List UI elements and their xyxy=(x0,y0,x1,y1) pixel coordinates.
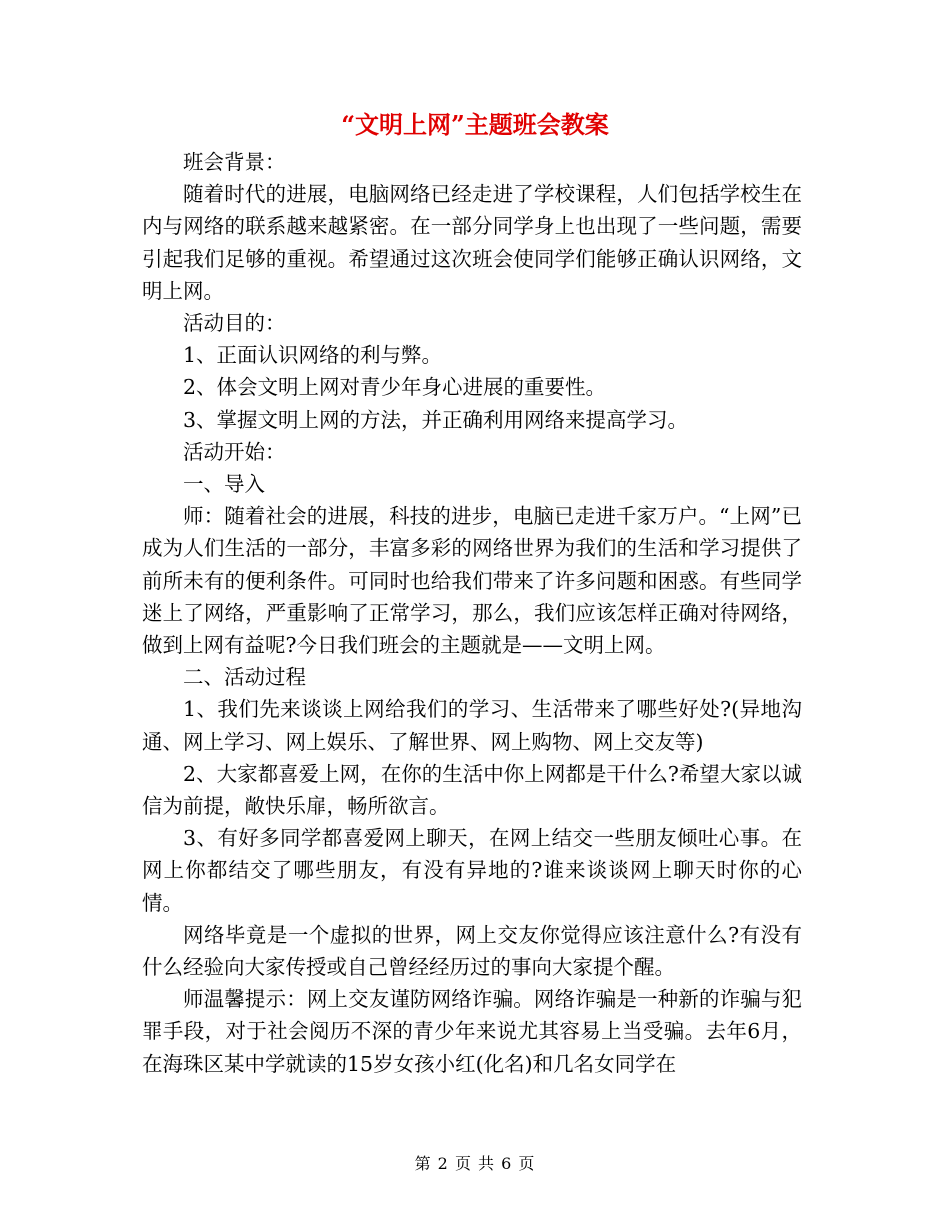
paragraph-process-heading: 二、活动过程 xyxy=(183,665,306,690)
document-title: “文明上网”主题班会教案 xyxy=(341,110,609,139)
paragraph-goal-3: 3、掌握文明上网的方法，并正确利用网络来提高学习。 xyxy=(183,407,689,432)
paragraph-start-heading: 活动开始： xyxy=(183,439,286,464)
paragraph-process-3: 3、有好多同学都喜爱网上聊天，在网上结交一些朋友倾吐心事。在网上你都结交了哪些朋友，有没有异地的?谁来谈谈网上聊天时你的心情。 xyxy=(142,826,802,915)
paragraph-teacher-tip: 师温馨提示：网上交友谨防网络诈骗。网络诈骗是一种新的诈骗与犯罪手段，对于社会阅历不深的青少年来说尤其容易上当受骗。去年6月，在海珠区某中学就读的15岁女孩小红(化名)和几名女同学在 xyxy=(142,987,802,1076)
paragraph-background-heading: 班会背景： xyxy=(183,150,286,174)
page-footer: 第 2 页 共 6 页 xyxy=(414,1154,536,1173)
paragraph-intro-text: 师：随着社会的进展，科技的进步，电脑已走进千家万户。“上网”已成为人们生活的一部分，丰富多彩的网络世界为我们的生活和学习提供了前所未有的便利条件。可同时也给我们带来了许多问题和困惑。有些同学迷上了网络，严重影响了正常学习，那么，我们应该怎样正确对待网络，做到上网有益呢?今日我们班会的主题就是——文明上网。 xyxy=(142,504,802,658)
paragraph-goal-1: 1、正面认识网络的利与弊。 xyxy=(183,343,443,368)
document-body xyxy=(142,146,802,1080)
paragraph-goal-2: 2、体会文明上网对青少年身心进展的重要性。 xyxy=(183,375,607,400)
paragraph-network-note: 网络毕竟是一个虚拟的世界，网上交友你觉得应该注意什么?有没有什么经验向大家传授或自己曾经经历过的事向大家提个醒。 xyxy=(142,922,802,980)
paragraph-intro-heading: 一、导入 xyxy=(183,472,265,497)
paragraph-background-text: 随着时代的进展，电脑网络已经走进了学校课程，人们包括学校生在内与网络的联系越来越紧密。在一部分同学身上也出现了一些问题，需要引起我们足够的重视。希望通过这次班会使同学们能够正确认识网络，文明上网。 xyxy=(142,182,802,303)
paragraph-process-2: 2、大家都喜爱上网，在你的生活中你上网都是干什么?希望大家以诚信为前提，敞快乐扉，畅所欲言。 xyxy=(142,761,802,819)
paragraph-process-1: 1、我们先来谈谈上网给我们的学习、生活带来了哪些好处?(异地沟通、网上学习、网上娱乐、了解世界、网上购物、网上交友等) xyxy=(142,697,802,754)
paragraph-goals-heading: 活动目的： xyxy=(183,311,286,336)
